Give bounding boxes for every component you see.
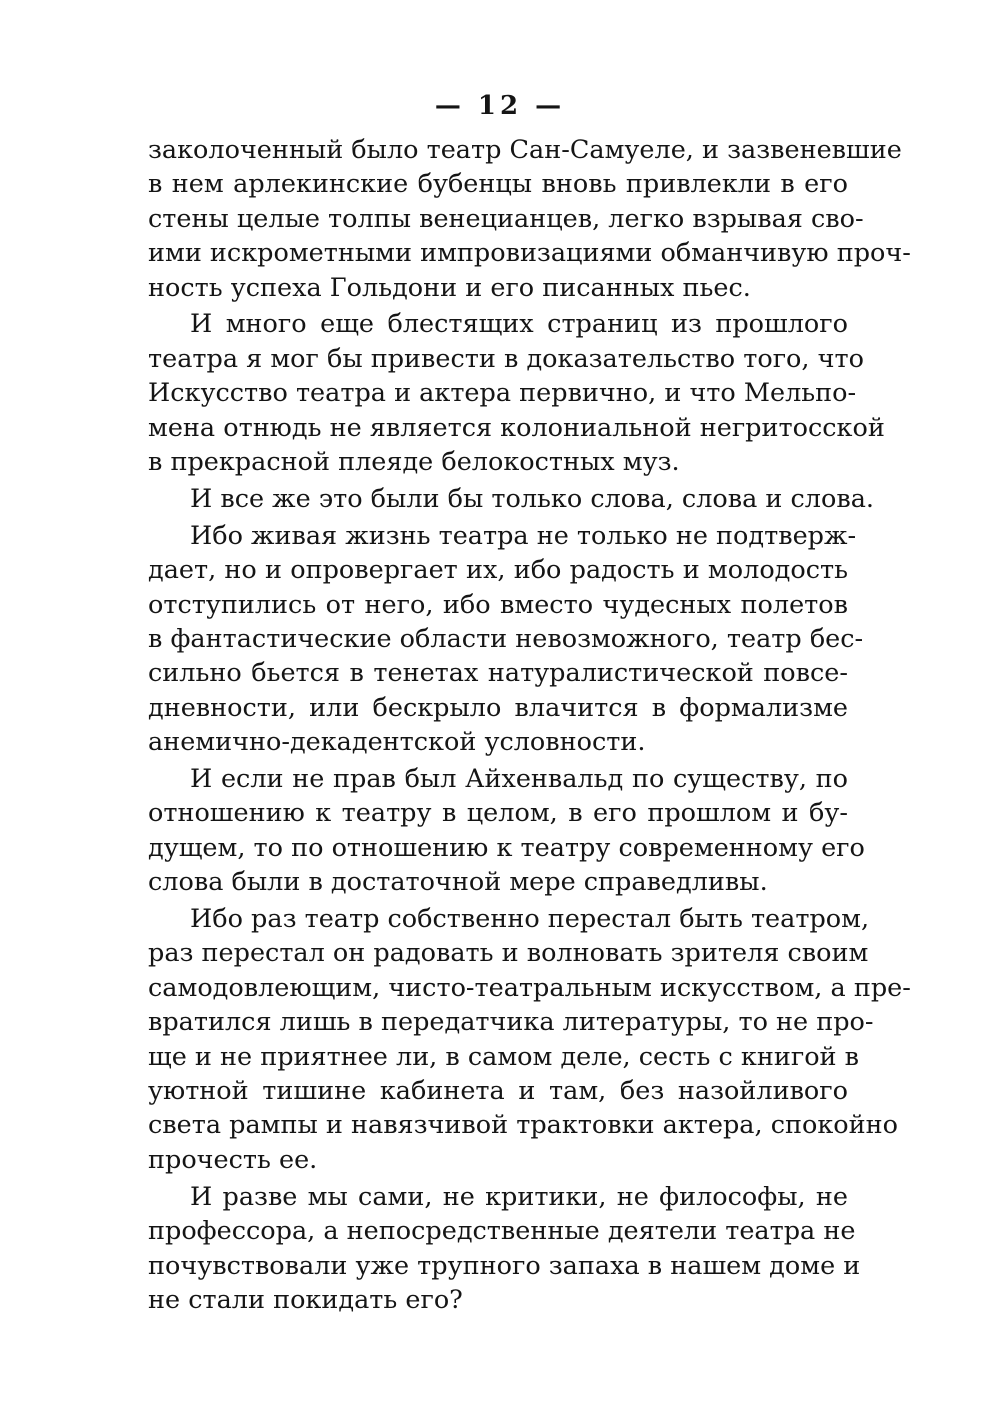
text-line: почувствовали уже трупного запаха в нашем доме и (148, 1250, 861, 1281)
text-line: отступились от него, ибо вместо чудесных полетов (148, 589, 848, 620)
text-line: вратился лишь в передатчика литературы, то не про- (148, 1007, 874, 1038)
page-number: — 12 — (434, 91, 566, 121)
text-line: заколоченный было театр Сан-Самуеле, и зазвеневшие (148, 135, 902, 165)
text-line: анемично-декадентской условности. (148, 727, 646, 758)
text-line: сильно бьется в тенетах натуралистической повсе- (148, 658, 848, 689)
text-line: раз перестал он радовать и волновать зрителя своим (148, 938, 869, 969)
text-line: дневности, или бескрыло влачится в формализме (148, 692, 848, 723)
text-line: в нем арлекинские бубенцы вновь привлекли в его (148, 169, 848, 200)
text-line: уютной тишине кабинета и там, без назойливого (148, 1076, 848, 1107)
text-line: мена отнюдь не является колониальной негритосской (148, 412, 885, 443)
text-line: света рампы и навязчивой трактовки актера, спокойно (148, 1110, 898, 1141)
text-line: дает, но и опровергает их, ибо радость и молодость (148, 555, 848, 586)
text-line: отношению к театру в целом, в его прошлом и бу- (148, 798, 848, 829)
paragraph (148, 519, 864, 760)
text-line: ще и не приятнее ли, в самом деле, сесть с книгой в (148, 1041, 859, 1072)
text-line: И много еще блестящих страниц из прошлого (190, 309, 848, 340)
text-line: профессора, а непосредственные деятели театра не (148, 1216, 856, 1247)
text-line: стены целые толпы венецианцев, легко взрывая сво- (148, 203, 864, 234)
paragraph (148, 133, 911, 305)
paragraph (148, 307, 885, 479)
paragraph (148, 902, 911, 1177)
text-line: в фантастические области невозможного, театр бес- (148, 623, 864, 654)
text-line: дущем, то по отношению к театру современному его (148, 832, 865, 863)
text-line: не стали покидать его? (148, 1284, 463, 1315)
text-line: Искусство театра и актера первично, и что Мельпо- (148, 378, 857, 409)
text-line: ими искрометными импровизациями обманчивую проч- (148, 238, 911, 269)
text-line: прочесть ее. (148, 1144, 318, 1175)
text-line: И разве мы сами, не критики, не философы, не (190, 1181, 848, 1212)
text-line: театра я мог бы привести в доказательство того, что (148, 343, 864, 374)
text-line: Ибо живая жизнь театра не только не подтверж- (190, 520, 857, 551)
text-line: Ибо раз театр собственно перестал быть театром, (190, 904, 870, 935)
paragraph (148, 1180, 861, 1318)
paragraph (148, 482, 875, 516)
text-line: И если не прав был Айхенвальд по существу, по (190, 764, 848, 795)
text-line: слова были в достаточной мере справедливы. (148, 867, 768, 898)
paragraph (148, 762, 865, 900)
text-line: И все же это были бы только слова, слова и слова. (190, 483, 875, 514)
body-text (148, 133, 911, 1317)
text-line: самодовлеющим, чисто-театральным искусством, а пре- (148, 972, 911, 1003)
text-line: в прекрасной плеяде белокостных муз. (148, 447, 680, 478)
text-line: ность успеха Гольдони и его писанных пьес. (148, 272, 751, 303)
